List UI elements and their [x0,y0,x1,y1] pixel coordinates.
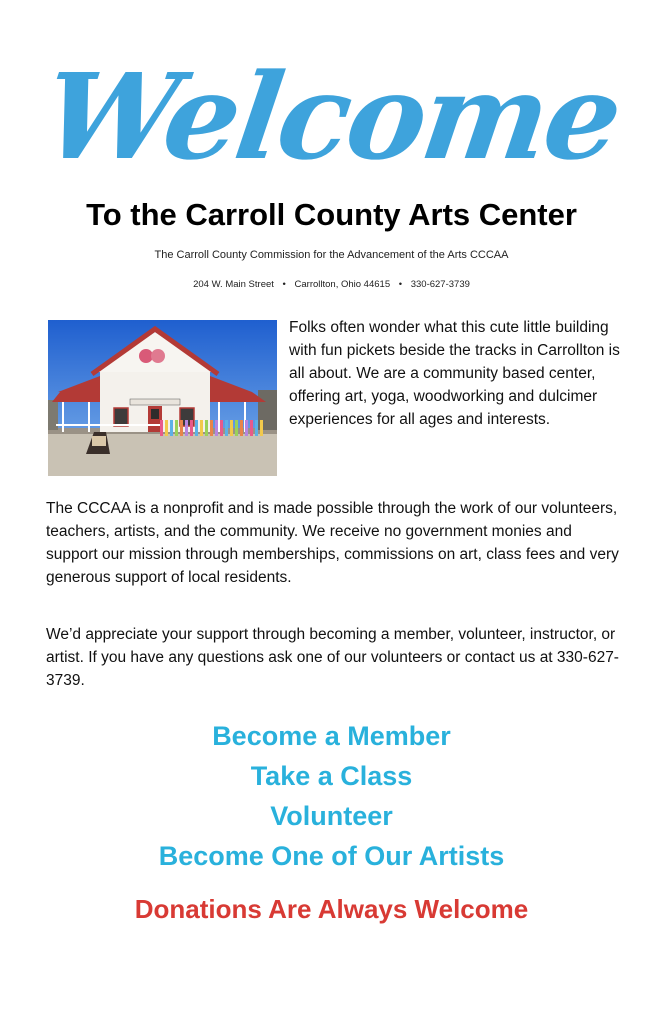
gable-logo [139,349,153,363]
bullet-separator: • [282,279,286,290]
street-address: 204 W. Main Street [193,279,274,290]
contact-line [0,278,663,291]
phone-number: 330-627-3739 [410,279,470,290]
organization-subtitle: The Carroll County Commission for the Advancement of the Arts CCCAA [154,249,509,261]
cta-volunteer: Volunteer [270,801,393,831]
call-to-action-list [0,716,663,876]
window [114,408,128,426]
city-state-zip: Carrollton, Ohio 44615 [294,279,391,290]
bullet-separator: • [398,279,403,290]
intro-paragraph: Folks often wonder what this cute little building with fun pickets beside the tracks in Carrollton is all about. We are a community based center, offering art, yoga, woodworking and dulcimer experiences for all ages and interests. [289,319,620,428]
cta-take-class: Take a Class [250,761,413,791]
cta-become-member: Become a Member [212,721,451,751]
page-title: To the Carroll County Arts Center [86,197,577,232]
cta-become-artist: Become One of Our Artists [158,841,505,871]
welcome-heading: Welcome [35,47,628,186]
donations-message: Donations Are Always Welcome [134,894,529,924]
support-paragraph: We’d appreciate your support through becoming a member, volunteer, instructor, or artist. If you have any questions ask one of our volunteers or contact us at 330-627-3739. [46,626,619,689]
nonprofit-paragraph: The CCCAA is a nonprofit and is made possible through the work of our volunteers, teachers, artists, and the community. We receive no government monies and support our mission through memberships, commissions on art, class fees and very generous support of local residents. [46,500,619,586]
arts-center-building-photo [48,320,277,476]
colorful-picket-fence [160,420,263,436]
ground [48,432,277,476]
